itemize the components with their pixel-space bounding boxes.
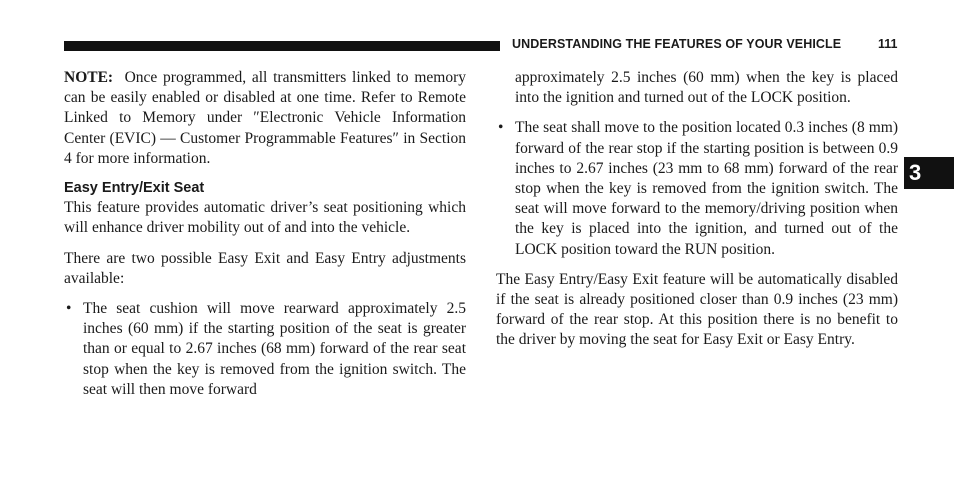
- right-column: [496, 68, 898, 351]
- section-heading: Easy Entry/Exit Seat: [64, 180, 205, 197]
- bullet-item-1: [64, 299, 466, 400]
- note-text: Once programmed, all transmitters linked to memory can be easily enabled or disabled at one time. Refer to Remote Linked to Memory under ″Electronic Vehicle Information Center (EVIC) — Customer Programmable Features″ in Section 4 for more information.: [64, 69, 466, 167]
- header-rule: [64, 41, 500, 51]
- running-header-title: UNDERSTANDING THE FEATURES OF YOUR VEHICLE: [512, 37, 842, 51]
- bullet-item-2-text: The seat shall move to the position located 0.3 inches (8 mm) forward of the rear stop if the starting position is between 0.9 inches to 2.67 inches (23 mm to 68 mm) forward of the rear stop when the key is removed from the ignition switch. The seat will move forward to the memory/driving position when the key is placed into the ignition, and turned out of the LOCK position toward the RUN position.: [515, 119, 898, 258]
- bullet-item-1-text: The seat cushion will move rearward approximately 2.5 inches (60 mm) if the starting position of the seat is greater than or equal to 2.67 inches (68 mm) forward of the rear seat stop when the key is removed from the ignition switch. The seat will then move forward: [83, 300, 466, 398]
- bullet-item-1-continued: approximately 2.5 inches (60 mm) when the key is placed into the ignition and turned out of the LOCK position.: [515, 69, 898, 107]
- adjustments-paragraph: There are two possible Easy Exit and Easy Entry adjustments available:: [64, 249, 466, 287]
- intro-paragraph: This feature provides automatic driver’s seat positioning which will enhance driver mobility out of and into the vehicle.: [64, 199, 466, 237]
- note-label: NOTE:: [64, 69, 114, 86]
- note-paragraph: [64, 68, 466, 169]
- page-number: 111: [878, 37, 898, 51]
- bullet-icon: •: [498, 119, 504, 137]
- bullet-icon: •: [66, 300, 72, 318]
- left-column: [64, 68, 466, 400]
- section-tab: 3: [904, 157, 954, 189]
- bullet-item-2: [496, 118, 898, 259]
- disable-paragraph: The Easy Entry/Easy Exit feature will be automatically disabled if the seat is already positioned closer than 0.9 inches (23 mm) forward of the rear stop. At this position there is no benefit to the driver by moving the seat for Easy Exit or Easy Entry.: [496, 270, 898, 349]
